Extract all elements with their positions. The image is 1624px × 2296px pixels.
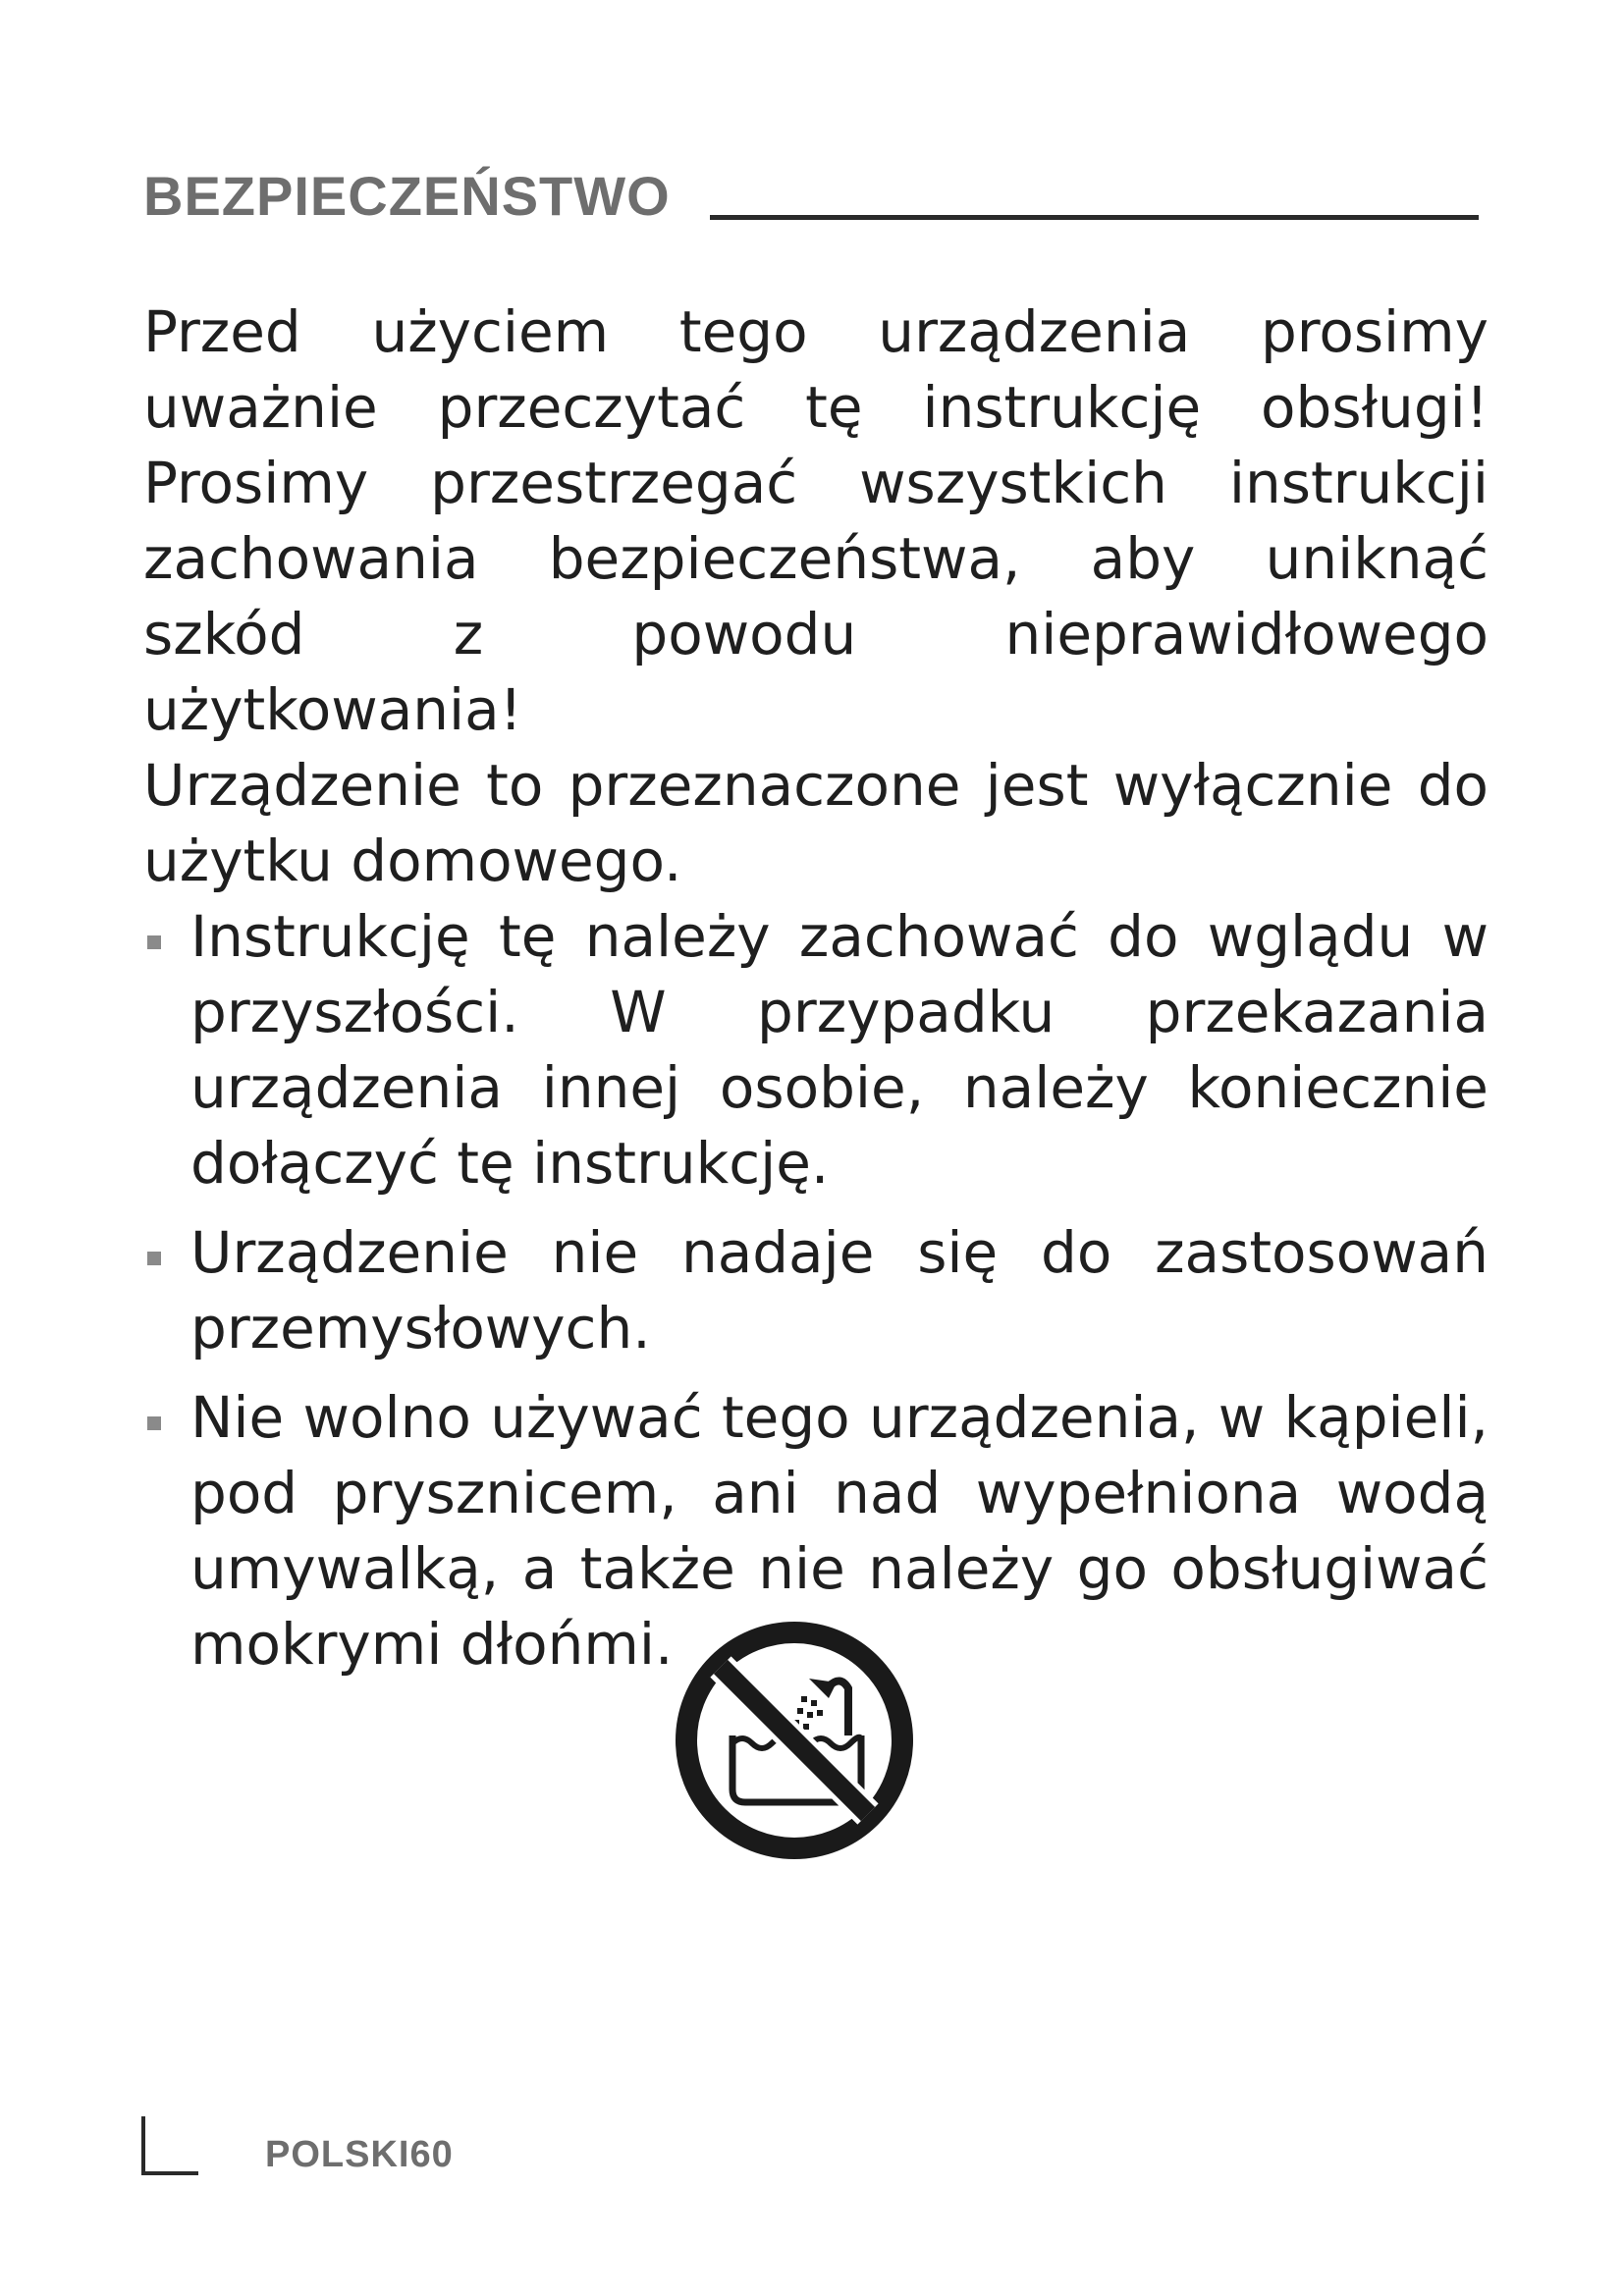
list-item-text: Urządzenie nie nadaje się do zastosowań przemysłowych.: [190, 1219, 1489, 1362]
footer-language: POLSKI: [265, 2134, 410, 2175]
list-item-text: Nie wolno używać tego urządzenia, w kąpieli, pod prysznicem, ani nad wypełniona wodą umywalką, a także nie należy go obsługiwać mokrymi dłońmi.: [190, 1384, 1489, 1678]
intro-paragraph: Przed użyciem tego urządzenia prosimy uważnie przeczytać tę instrukcję obsługi! Prosimy przestrzegać wszystkich instrukcji zachowania bezpieczeństwa, aby uniknąć szkód z powodu nieprawidłowego użytkowania!: [143, 298, 1489, 743]
page-number: 60: [409, 2134, 454, 2175]
square-bullet-icon: [147, 1416, 161, 1430]
footer-page-label: [265, 2136, 454, 2173]
square-bullet-icon: [147, 1252, 161, 1265]
list-item: [143, 899, 1489, 1201]
page-corner-mark: [141, 2116, 198, 2175]
title-underline: [710, 215, 1479, 220]
list-item: [143, 1215, 1489, 1366]
list-item-text: Instrukcję tę należy zachować do wglądu w przyszłości. W przypadku przekazania urządzenia innej osobie, należy koniecznie dołączyć tę instrukcję.: [190, 903, 1489, 1197]
no-bath-shower-icon: [672, 1618, 917, 1863]
section-header: [143, 165, 1479, 227]
square-bullet-icon: [147, 935, 161, 949]
safety-list: [143, 899, 1489, 1682]
intended-use-paragraph: Urządzenie to przeznaczone jest wyłącznie do użytku domowego.: [143, 752, 1489, 894]
section-title: BEZPIECZEŃSTWO: [143, 165, 671, 227]
main-content: [143, 294, 1489, 1682]
